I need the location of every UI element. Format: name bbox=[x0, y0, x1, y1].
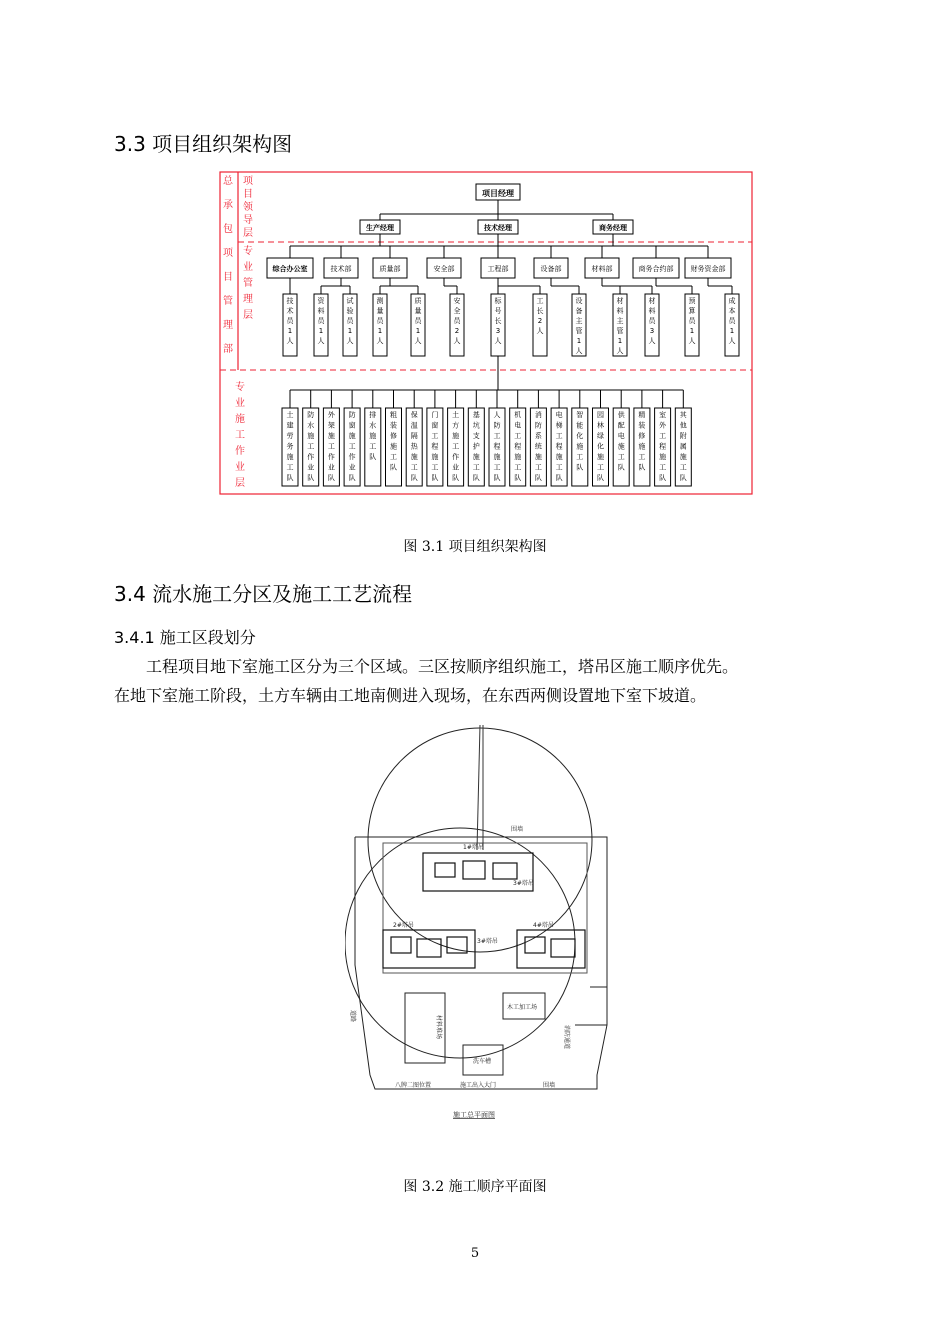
building-west bbox=[383, 930, 475, 968]
svg-text:工: 工 bbox=[514, 432, 522, 440]
svg-text:人: 人 bbox=[536, 327, 544, 335]
svg-text:项: 项 bbox=[223, 248, 233, 259]
svg-text:专: 专 bbox=[243, 246, 253, 257]
svg-text:人: 人 bbox=[286, 337, 294, 345]
department-label: 设备部 bbox=[540, 265, 562, 273]
site-boundary bbox=[355, 837, 607, 1089]
svg-text:安: 安 bbox=[453, 297, 461, 305]
svg-text:消: 消 bbox=[534, 411, 542, 419]
svg-text:队: 队 bbox=[307, 474, 315, 482]
svg-text:管: 管 bbox=[616, 327, 624, 335]
svg-text:队: 队 bbox=[638, 463, 646, 472]
manager-label: 商务经理 bbox=[599, 224, 627, 232]
svg-text:坑: 坑 bbox=[472, 421, 480, 430]
svg-text:3: 3 bbox=[495, 327, 501, 335]
svg-text:管: 管 bbox=[243, 278, 253, 289]
svg-text:基: 基 bbox=[472, 411, 480, 419]
svg-text:供: 供 bbox=[617, 411, 625, 419]
layer1-label bbox=[243, 175, 254, 239]
svg-text:劳: 劳 bbox=[286, 432, 294, 440]
crane-radius-circle bbox=[368, 728, 592, 952]
svg-text:3: 3 bbox=[649, 327, 655, 335]
svg-text:排: 排 bbox=[369, 411, 377, 419]
svg-text:人: 人 bbox=[453, 337, 461, 345]
svg-text:导: 导 bbox=[243, 215, 253, 226]
svg-text:管: 管 bbox=[223, 296, 233, 307]
svg-text:材: 材 bbox=[616, 297, 624, 305]
team-label bbox=[494, 410, 501, 482]
wash-label: 洗车槽 bbox=[473, 1058, 492, 1065]
svg-text:工: 工 bbox=[617, 453, 625, 461]
svg-text:号: 号 bbox=[494, 307, 502, 315]
svg-text:人: 人 bbox=[414, 337, 422, 345]
staff-label bbox=[377, 296, 385, 345]
svg-text:工: 工 bbox=[472, 463, 480, 472]
steel-yard-label: 木工加工场 bbox=[507, 1004, 538, 1011]
svg-text:智: 智 bbox=[576, 411, 584, 419]
paragraph-line-2: 在地下室施工阶段，土方车辆由工地南侧进入现场，在东西两侧设置地下室下坡道。 bbox=[114, 686, 707, 705]
svg-text:员: 员 bbox=[648, 317, 656, 325]
department-label: 安全部 bbox=[433, 265, 455, 273]
svg-text:热: 热 bbox=[410, 442, 418, 451]
team-label bbox=[680, 410, 688, 482]
svg-text:1: 1 bbox=[729, 327, 735, 335]
manager-label: 技术经理 bbox=[484, 224, 512, 232]
svg-text:标: 标 bbox=[494, 297, 502, 305]
svg-text:工: 工 bbox=[555, 432, 563, 440]
staff-label bbox=[415, 296, 423, 345]
svg-text:1: 1 bbox=[576, 337, 582, 345]
svg-text:防: 防 bbox=[534, 421, 542, 430]
svg-text:质: 质 bbox=[414, 297, 422, 305]
svg-text:员: 员 bbox=[346, 317, 354, 325]
svg-text:粗: 粗 bbox=[390, 411, 397, 419]
svg-text:护: 护 bbox=[472, 442, 480, 451]
team-label bbox=[514, 410, 521, 482]
svg-text:1: 1 bbox=[689, 327, 695, 335]
svg-text:人: 人 bbox=[494, 337, 502, 345]
svg-text:项: 项 bbox=[243, 176, 253, 187]
svg-text:工: 工 bbox=[679, 463, 687, 472]
staff-label bbox=[454, 296, 462, 345]
svg-text:1: 1 bbox=[617, 337, 623, 345]
svg-text:算: 算 bbox=[688, 307, 696, 315]
svg-text:施: 施 bbox=[659, 453, 667, 461]
team-label bbox=[287, 410, 294, 482]
crane1-label: 1#塔吊 bbox=[463, 844, 484, 851]
svg-text:系: 系 bbox=[534, 432, 542, 440]
svg-text:工: 工 bbox=[659, 463, 667, 472]
svg-text:层: 层 bbox=[235, 478, 245, 489]
svg-text:其: 其 bbox=[679, 411, 687, 419]
svg-text:程: 程 bbox=[514, 442, 522, 451]
staff-label bbox=[318, 296, 326, 345]
svg-text:施: 施 bbox=[431, 453, 439, 461]
svg-text:1: 1 bbox=[415, 327, 421, 335]
svg-text:工: 工 bbox=[348, 442, 356, 451]
svg-text:人: 人 bbox=[317, 337, 325, 345]
svg-text:电: 电 bbox=[555, 411, 563, 419]
svg-text:包: 包 bbox=[223, 224, 233, 235]
svg-text:绿: 绿 bbox=[597, 432, 604, 440]
svg-text:统: 统 bbox=[534, 442, 542, 451]
page-number: 5 bbox=[470, 1246, 480, 1261]
svg-text:水: 水 bbox=[307, 421, 315, 430]
svg-text:队: 队 bbox=[327, 474, 335, 482]
staff-label bbox=[495, 296, 503, 345]
svg-text:材: 材 bbox=[648, 297, 656, 305]
paragraph-line-1: 工程项目地下室施工区分为三个区域。三区按顺序组织施工，塔吊区施工顺序优先。 bbox=[146, 657, 739, 676]
svg-text:队: 队 bbox=[555, 474, 563, 482]
staff-label bbox=[347, 296, 355, 345]
svg-text:支: 支 bbox=[472, 432, 480, 440]
department-label: 综合办公室 bbox=[272, 265, 308, 273]
svg-text:员: 员 bbox=[286, 317, 294, 325]
team-label bbox=[349, 410, 356, 482]
svg-text:施: 施 bbox=[493, 453, 501, 461]
outer-side-label bbox=[223, 174, 234, 355]
svg-text:成: 成 bbox=[728, 297, 736, 305]
svg-text:队: 队 bbox=[659, 474, 667, 482]
svg-text:工: 工 bbox=[536, 297, 544, 305]
svg-text:业: 业 bbox=[327, 463, 335, 472]
svg-text:修: 修 bbox=[390, 432, 397, 440]
department-label: 材料部 bbox=[591, 265, 613, 273]
svg-text:1: 1 bbox=[377, 327, 383, 335]
svg-text:程: 程 bbox=[555, 442, 563, 451]
svg-text:队: 队 bbox=[576, 463, 584, 472]
layer3-label bbox=[235, 380, 245, 489]
svg-text:员: 员 bbox=[317, 317, 325, 325]
svg-text:部: 部 bbox=[223, 344, 233, 355]
svg-text:防: 防 bbox=[493, 421, 501, 430]
crane3-center-label: 3#塔吊 bbox=[477, 938, 498, 945]
site-plan-title: 施工总平面图 bbox=[453, 1111, 495, 1119]
svg-text:队: 队 bbox=[472, 474, 480, 482]
svg-text:队: 队 bbox=[514, 474, 522, 482]
svg-text:理: 理 bbox=[243, 294, 253, 305]
svg-text:施: 施 bbox=[638, 442, 646, 451]
fence-top-label: 围墙 bbox=[511, 826, 524, 833]
svg-text:术: 术 bbox=[286, 307, 294, 315]
svg-text:队: 队 bbox=[286, 474, 294, 482]
team-label bbox=[369, 410, 376, 461]
svg-text:人: 人 bbox=[616, 347, 624, 355]
svg-text:工: 工 bbox=[307, 442, 315, 451]
svg-text:室: 室 bbox=[659, 411, 667, 419]
svg-text:量: 量 bbox=[376, 307, 384, 315]
svg-text:管: 管 bbox=[575, 327, 583, 335]
svg-text:施: 施 bbox=[286, 453, 294, 461]
figure-3-2-caption: 图 3.2 施工顺序平面图 bbox=[403, 1179, 547, 1195]
svg-text:队: 队 bbox=[493, 474, 501, 482]
svg-text:工: 工 bbox=[235, 430, 245, 441]
crane-radius-circle bbox=[345, 828, 575, 1058]
svg-text:队: 队 bbox=[597, 474, 604, 482]
svg-text:队: 队 bbox=[617, 463, 625, 472]
svg-text:化: 化 bbox=[597, 442, 604, 451]
svg-text:施: 施 bbox=[369, 432, 377, 440]
svg-text:员: 员 bbox=[376, 317, 384, 325]
svg-text:方: 方 bbox=[452, 421, 460, 430]
svg-text:梯: 梯 bbox=[555, 421, 563, 430]
svg-text:人: 人 bbox=[575, 347, 583, 355]
svg-text:本: 本 bbox=[728, 307, 736, 315]
svg-text:能: 能 bbox=[576, 421, 584, 430]
svg-text:专: 专 bbox=[235, 382, 245, 393]
svg-text:业: 业 bbox=[452, 463, 460, 472]
svg-text:工: 工 bbox=[493, 432, 501, 440]
svg-text:业: 业 bbox=[348, 463, 356, 472]
svg-text:附: 附 bbox=[679, 432, 687, 440]
svg-text:队: 队 bbox=[410, 474, 418, 482]
svg-text:工: 工 bbox=[638, 453, 646, 461]
svg-text:人: 人 bbox=[493, 411, 501, 419]
svg-text:总: 总 bbox=[223, 176, 233, 187]
svg-text:程: 程 bbox=[493, 442, 501, 451]
svg-text:施: 施 bbox=[555, 453, 563, 461]
svg-text:预: 预 bbox=[688, 297, 696, 305]
svg-text:装: 装 bbox=[638, 421, 646, 430]
svg-text:试: 试 bbox=[346, 297, 354, 305]
svg-text:电: 电 bbox=[514, 421, 522, 430]
department-label: 技术部 bbox=[330, 265, 352, 273]
svg-text:工: 工 bbox=[369, 442, 377, 451]
svg-text:队: 队 bbox=[431, 474, 439, 482]
svg-text:建: 建 bbox=[286, 421, 294, 430]
team-label bbox=[659, 410, 667, 482]
svg-text:施: 施 bbox=[472, 453, 480, 461]
team-label bbox=[597, 410, 604, 482]
svg-text:工: 工 bbox=[390, 453, 397, 461]
svg-text:作: 作 bbox=[348, 453, 356, 461]
svg-text:队: 队 bbox=[679, 474, 687, 482]
storage-label: 材料堆场 bbox=[435, 1015, 442, 1040]
svg-text:外: 外 bbox=[659, 421, 667, 430]
svg-text:1: 1 bbox=[318, 327, 324, 335]
svg-text:理: 理 bbox=[223, 320, 233, 331]
staff-label bbox=[287, 296, 295, 345]
svg-text:工: 工 bbox=[576, 453, 584, 461]
svg-text:队: 队 bbox=[452, 474, 460, 482]
svg-text:人: 人 bbox=[648, 337, 656, 345]
svg-text:施: 施 bbox=[679, 453, 687, 461]
svg-text:队: 队 bbox=[369, 453, 377, 461]
svg-text:他: 他 bbox=[679, 421, 687, 430]
svg-text:队: 队 bbox=[348, 474, 356, 482]
team-label bbox=[431, 410, 438, 482]
svg-text:量: 量 bbox=[414, 307, 422, 315]
svg-text:务: 务 bbox=[286, 442, 294, 451]
svg-text:料: 料 bbox=[317, 307, 325, 315]
svg-text:程: 程 bbox=[659, 442, 667, 451]
crane4-label: 4#塔吊 bbox=[533, 922, 554, 929]
svg-text:员: 员 bbox=[688, 317, 696, 325]
road-west-label: 道路 bbox=[349, 1010, 356, 1023]
svg-text:队: 队 bbox=[534, 474, 542, 482]
svg-text:工: 工 bbox=[555, 463, 563, 472]
svg-text:工: 工 bbox=[452, 442, 460, 451]
svg-text:作: 作 bbox=[235, 446, 245, 457]
section-3-4-1-heading: 3.4.1 施工区段划分 bbox=[114, 628, 256, 647]
svg-text:工: 工 bbox=[659, 432, 667, 440]
gate-label: 施工出入大门 bbox=[460, 1082, 497, 1089]
team-label bbox=[307, 410, 314, 482]
svg-text:1: 1 bbox=[287, 327, 293, 335]
svg-text:园: 园 bbox=[597, 411, 604, 419]
svg-text:设: 设 bbox=[575, 297, 583, 305]
svg-text:修: 修 bbox=[638, 432, 646, 440]
svg-text:化: 化 bbox=[576, 432, 584, 440]
svg-text:隔: 隔 bbox=[410, 432, 418, 440]
svg-text:施: 施 bbox=[576, 442, 584, 451]
svg-text:配: 配 bbox=[617, 421, 625, 430]
team-label bbox=[452, 410, 459, 482]
svg-text:料: 料 bbox=[616, 307, 624, 315]
team-label bbox=[328, 410, 336, 482]
svg-text:资: 资 bbox=[317, 297, 325, 305]
svg-text:防: 防 bbox=[348, 411, 356, 419]
manager-label: 生产经理 bbox=[366, 224, 394, 232]
staff-label bbox=[649, 296, 657, 345]
team-label bbox=[535, 410, 542, 482]
svg-text:人: 人 bbox=[728, 337, 736, 345]
svg-text:施: 施 bbox=[307, 432, 315, 440]
section-3-4-heading: 3.4 流水施工分区及施工工艺流程 bbox=[114, 582, 413, 606]
svg-text:施: 施 bbox=[410, 453, 418, 461]
svg-text:电: 电 bbox=[617, 432, 625, 440]
crane3-label: 3#塔吊 bbox=[513, 880, 534, 887]
svg-text:林: 林 bbox=[597, 421, 604, 430]
svg-text:工: 工 bbox=[286, 463, 294, 472]
svg-text:业: 业 bbox=[235, 462, 245, 473]
svg-text:领: 领 bbox=[243, 202, 253, 213]
svg-text:人: 人 bbox=[688, 337, 696, 345]
svg-text:作: 作 bbox=[327, 453, 335, 461]
svg-text:施: 施 bbox=[534, 453, 542, 461]
svg-text:窗: 窗 bbox=[431, 421, 439, 430]
site-plan bbox=[345, 725, 615, 1125]
svg-text:长: 长 bbox=[536, 307, 544, 315]
staff-label bbox=[729, 296, 737, 345]
layer2-label bbox=[243, 244, 253, 321]
svg-text:业: 业 bbox=[307, 463, 315, 472]
svg-text:作: 作 bbox=[452, 453, 460, 461]
svg-text:工: 工 bbox=[431, 432, 439, 440]
team-label bbox=[473, 410, 480, 482]
svg-text:工: 工 bbox=[534, 463, 542, 472]
svg-text:2: 2 bbox=[454, 327, 460, 335]
svg-text:程: 程 bbox=[431, 442, 439, 451]
staff-label bbox=[689, 296, 697, 345]
svg-text:员: 员 bbox=[414, 317, 422, 325]
svg-text:工: 工 bbox=[327, 442, 335, 451]
svg-text:目: 目 bbox=[223, 272, 233, 283]
svg-text:承: 承 bbox=[223, 200, 233, 211]
svg-text:1: 1 bbox=[347, 327, 353, 335]
svg-text:土: 土 bbox=[286, 411, 294, 419]
svg-text:施: 施 bbox=[327, 432, 335, 440]
svg-text:工: 工 bbox=[597, 463, 604, 472]
svg-text:工: 工 bbox=[514, 463, 522, 472]
svg-text:队: 队 bbox=[390, 463, 397, 472]
svg-text:施: 施 bbox=[348, 432, 356, 440]
svg-text:装: 装 bbox=[390, 421, 397, 430]
svg-text:员: 员 bbox=[453, 317, 461, 325]
team-label bbox=[411, 410, 419, 482]
svg-text:工: 工 bbox=[431, 463, 439, 472]
svg-text:业: 业 bbox=[235, 398, 245, 409]
svg-text:施: 施 bbox=[514, 453, 522, 461]
svg-text:长: 长 bbox=[494, 317, 502, 325]
svg-text:验: 验 bbox=[346, 307, 354, 315]
team-label bbox=[556, 410, 563, 482]
svg-text:土: 土 bbox=[452, 411, 460, 419]
svg-text:窗: 窗 bbox=[348, 421, 356, 430]
svg-text:施: 施 bbox=[235, 414, 245, 425]
section-3-3-heading: 3.3 项目组织架构图 bbox=[114, 132, 293, 156]
svg-text:员: 员 bbox=[728, 317, 736, 325]
svg-text:属: 属 bbox=[679, 442, 687, 451]
office-label: 八牌二图位置 bbox=[395, 1082, 432, 1089]
svg-text:层: 层 bbox=[243, 310, 253, 321]
department-label: 商务合约部 bbox=[638, 265, 674, 273]
svg-text:备: 备 bbox=[575, 307, 583, 315]
svg-text:人: 人 bbox=[376, 337, 384, 345]
svg-text:技: 技 bbox=[286, 297, 294, 305]
svg-text:主: 主 bbox=[575, 317, 583, 325]
svg-text:人: 人 bbox=[346, 337, 354, 345]
department-label: 质量部 bbox=[379, 265, 401, 273]
svg-text:目: 目 bbox=[243, 189, 253, 200]
svg-text:保: 保 bbox=[410, 411, 418, 419]
svg-text:层: 层 bbox=[243, 228, 253, 239]
svg-text:工: 工 bbox=[493, 463, 501, 472]
department-label: 工程部 bbox=[487, 265, 509, 273]
svg-text:工: 工 bbox=[410, 463, 418, 472]
svg-text:施: 施 bbox=[390, 442, 397, 451]
svg-text:架: 架 bbox=[327, 421, 335, 430]
svg-text:业: 业 bbox=[243, 262, 253, 273]
svg-text:全: 全 bbox=[453, 307, 461, 315]
svg-text:施: 施 bbox=[452, 432, 460, 440]
project-manager-label: 项目经理 bbox=[482, 189, 514, 198]
road-east-label: 消防通道 bbox=[563, 1025, 570, 1050]
svg-text:测: 测 bbox=[376, 297, 384, 305]
svg-text:机: 机 bbox=[514, 411, 522, 419]
svg-text:主: 主 bbox=[616, 317, 624, 325]
svg-text:门: 门 bbox=[431, 411, 439, 419]
svg-text:料: 料 bbox=[648, 307, 656, 315]
svg-text:2: 2 bbox=[537, 317, 543, 325]
svg-text:作: 作 bbox=[307, 453, 315, 461]
department-label: 财务资金部 bbox=[690, 265, 726, 273]
svg-text:防: 防 bbox=[307, 411, 315, 419]
crane2-label: 2#塔吊 bbox=[393, 922, 414, 929]
svg-text:温: 温 bbox=[410, 421, 418, 430]
fence-bottom-label: 围墙 bbox=[543, 1082, 556, 1089]
svg-text:水: 水 bbox=[369, 421, 377, 430]
svg-text:施: 施 bbox=[617, 442, 625, 451]
svg-text:施: 施 bbox=[597, 453, 604, 461]
figure-3-1-caption: 图 3.1 项目组织架构图 bbox=[403, 539, 547, 555]
svg-text:外: 外 bbox=[327, 411, 335, 419]
svg-text:精: 精 bbox=[638, 411, 646, 419]
org-chart bbox=[218, 170, 754, 496]
